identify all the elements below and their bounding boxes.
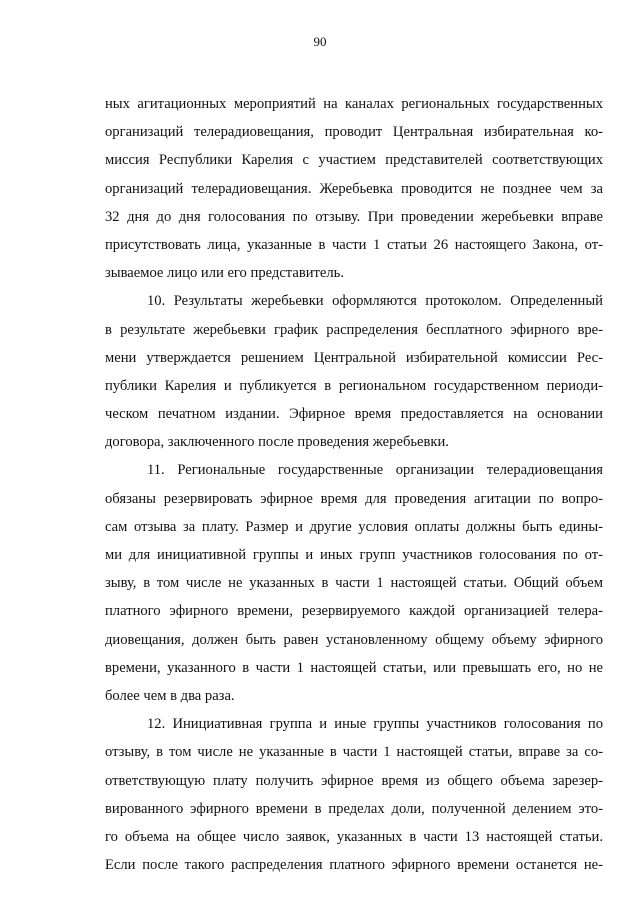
text-line: обязаны резервировать эфирное время для проведения агитации по вопро- xyxy=(105,490,603,507)
text-line: в результате жеребьевки график распределения бесплатного эфирного вре- xyxy=(105,321,603,338)
body-text xyxy=(105,90,603,879)
text-line: зыву, в том числе не указанных в части 1 настоящей статьи. Общий объем xyxy=(105,575,603,592)
text-line: мени утверждается решением Центральной избирательной комиссии Рес- xyxy=(105,349,603,366)
text-line: публики Карелия и публикуется в региональном государственном периоди- xyxy=(105,377,603,394)
text-line: более чем в два раза. xyxy=(105,687,235,704)
text-line: платного эфирного времени, резервируемого каждой организацией телера- xyxy=(105,603,603,620)
text-line: договора, заключенного после проведения жеребьевки. xyxy=(105,434,449,451)
text-line: ческом печатном издании. Эфирное время предоставляется на основании xyxy=(105,406,603,423)
text-line: 32 дня до дня голосования по отзыву. При проведении жеребьевки вправе xyxy=(105,208,603,225)
text-line: ответствующую плату получить эфирное время из общего объема зарезер- xyxy=(105,772,603,789)
text-line: миссия Республики Карелия с участием представителей соответствующих xyxy=(105,152,603,169)
text-line: сам отзыва за плату. Размер и другие условия оплаты должны быть едины- xyxy=(105,518,603,535)
paragraph-10-first-line: 10. Результаты жеребьевки оформляются протоколом. Определенный xyxy=(147,293,603,310)
text-line: присутствовать лица, указанные в части 1 статьи 26 настоящего Закона, от- xyxy=(105,236,603,253)
text-line: Если после такого распределения платного эфирного времени останется не- xyxy=(105,857,603,874)
text-line: организаций телерадиовещания, проводит Центральная избирательная ко- xyxy=(105,124,603,141)
paragraph-12-first-line: 12. Инициативная группа и иные группы участников голосования по xyxy=(147,716,603,733)
text-line: диовещания, должен быть равен установленному общему объему эфирного xyxy=(105,631,603,648)
text-line: вированного эфирного времени в пределах доли, полученной делением это- xyxy=(105,800,603,817)
text-line: организаций телерадиовещания. Жеребьевка проводится не позднее чем за xyxy=(105,180,603,197)
text-line: времени, указанного в части 1 настоящей статьи, или превышать его, но не xyxy=(105,659,603,676)
text-line: зываемое лицо или его представитель. xyxy=(105,265,344,282)
text-line: ных агитационных мероприятий на каналах региональных государственных xyxy=(105,96,603,112)
paragraph-11-first-line: 11. Региональные государственные организации телерадиовещания xyxy=(147,462,603,479)
text-line: го объема на общее число заявок, указанных в части 13 настоящей статьи. xyxy=(105,828,603,845)
text-line: отзыву, в том числе не указанные в части 1 настоящей статьи, вправе за со- xyxy=(105,744,603,761)
text-line: ми для инициативной группы и иных групп участников голосования по от- xyxy=(105,547,603,563)
page-number: 90 xyxy=(313,34,327,49)
